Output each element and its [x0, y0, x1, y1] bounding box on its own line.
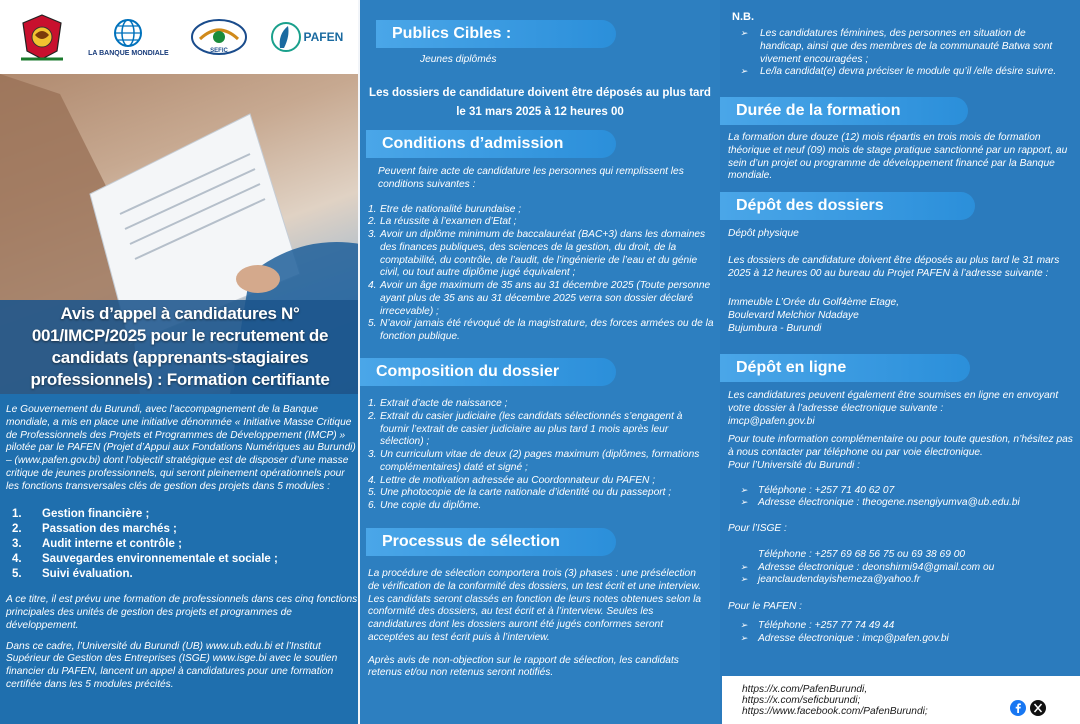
module-item: 2. Passation des marchés ;	[12, 523, 177, 536]
arrow-bullet-icon: ➢	[740, 484, 748, 495]
condition-item: 3. Avoir un diplôme minimum de baccalauréat (BAC+3) dans les domaines des finances publiques, des sciences de la gestion, du droit, de la comptabilité, du contrôle, de l’audit, de l’ingénierie de l’eau et du génie civil, ou tout autre diplôme jugé équivalent ;	[368, 229, 706, 279]
duree-text: La formation dure douze (12) mois répartis en trois mois de formation théorique et neuf (09) mois de stage pratique sanctionné par un rapport, au sein d’un projet ou programme de développement financé par la Banque mondiale.	[728, 132, 1068, 182]
contact-item: ➢ Téléphone : +257 71 40 62 07	[740, 484, 895, 496]
composition-heading: Composition du dossier	[360, 358, 616, 386]
ub-contacts	[740, 485, 1074, 511]
duree-heading: Durée de la formation	[720, 97, 968, 125]
composition-item: 4. Lettre de motivation adressée au Coordonnateur du PAFEN ;	[368, 474, 656, 486]
pafen-emblem-icon	[270, 18, 302, 56]
sefic-emblem-icon	[190, 17, 248, 57]
composition-item: 5. Une photocopie de la carte nationale d’identité ou du passeport ;	[368, 487, 672, 499]
contact-item: ➢ Adresse électronique : deonshirmi94@gmail.com ou	[740, 561, 995, 573]
composition-item: 1. Extrait d’acte de naissance ;	[368, 398, 508, 409]
isge-label: Pour l’ISGE :	[728, 523, 787, 534]
contact-item: ➢ Adresse électronique : theogene.nsengiyumva@ub.edu.bi	[740, 497, 1020, 509]
x-icon[interactable]	[1030, 700, 1046, 716]
address-line: Boulevard Melchior Ndadaye	[728, 310, 859, 321]
composition-item: 6. Une copie du diplôme.	[368, 500, 482, 511]
arrow-bullet-icon: ➢	[740, 632, 748, 643]
ub-label: Pour l’Université du Burundi :	[728, 459, 860, 471]
left-column	[0, 0, 360, 724]
module-item: 1. Gestion financière ;	[12, 508, 150, 521]
depot-sub: Dépôt physique	[728, 228, 799, 239]
world-bank-logo	[88, 18, 169, 57]
conditions-list	[368, 204, 714, 344]
submission-email[interactable]: imcp@pafen.gov.bi	[728, 415, 815, 427]
deadline-notice: Les dossiers de candidature doivent être déposés au plus tard le 31 mars 2025 à 12 heures 00	[369, 87, 711, 118]
address-line: Immeuble L’Orée du Golf4ème Etage,	[728, 297, 900, 309]
publics-item: Jeunes diplômés	[420, 54, 497, 65]
social-links-bar	[722, 676, 1080, 724]
arrow-bullet-icon: ➢	[740, 66, 748, 77]
sefic-logo	[190, 17, 248, 57]
condition-item: 5. N’avoir jamais été révoqué de la magistrature, des forces armées ou de la fonction publique.	[368, 318, 714, 342]
globe-icon	[113, 18, 143, 48]
nb-heading: N.B.	[732, 11, 754, 23]
contact-item: ➢ jeanclaudendayishemeza@yahoo.fr	[740, 574, 921, 586]
social-link-facebook[interactable]: https://www.facebook.com/PafenBurundi;	[742, 706, 928, 717]
composition-list	[368, 398, 714, 513]
module-item: 3. Audit interne et contrôle ;	[12, 538, 182, 551]
arrow-bullet-icon: ➢	[740, 28, 748, 38]
nb-list	[740, 28, 1060, 79]
intro-paragraph: Le Gouvernement du Burundi, avec l’accompagnement de la Banque mondiale, a mis en place une initiative dénommée « Initiative Masse Critique de Professionnels des Projets et Programmes de Développement (IMCP) » pilotée par le PAFEN (Projet d’Appui aux Fondations Numériques au Burundi) – (www.pafen.gov.bi) dont l’objectif stratégique est de disposer d’une masse critique de jeunes professionnels, qui seront pleinement opérationnels pour les fonctions transversales clés de gestion des projets dans 5 modules :	[6, 404, 356, 492]
selection-heading: Processus de sélection	[366, 528, 616, 556]
pafen-label: PAFEN	[303, 30, 344, 44]
nb-item: ➢ Le/la candidat(e) devra préciser le module qu’il /elle désire suivre.	[740, 66, 1057, 78]
middle-column	[360, 0, 720, 724]
burundi-emblem-logo	[17, 11, 67, 63]
pafen-contacts	[740, 620, 1074, 646]
isge-phone: Téléphone : +257 69 68 56 75 ou 69 38 69 00	[758, 548, 966, 560]
page-title: Avis d’appel à candidatures N° 001/IMCP/2025 pour le recrutement de candidats (apprenants-stagiaires professionnels) : Formation certifiante	[30, 303, 330, 390]
arrow-bullet-icon: ➢	[740, 561, 748, 572]
arrow-bullet-icon: ➢	[740, 497, 748, 508]
address-line: Bujumbura - Burundi	[728, 322, 822, 334]
condition-item: 2. La réussite à l’examen d’Etat ;	[368, 216, 517, 228]
condition-item: 4. Avoir un âge maximum de 35 ans au 31 décembre 2025 (Toute personne ayant plus de 35 ans au 31 décembre 2025 verra son dossier déclaré irrecevable) ;	[368, 280, 711, 317]
selection-paragraph: La procédure de sélection comportera trois (3) phases : une présélection de vérification de la conformité des dossiers, un test écrit et une interview. Les candidats seront classés en fonction de leurs notes obtenues selon la conformité des dossiers, au test écrit et à l’interview. Seules les candidatures dont les dossiers auront été jugés conformes seront acceptées au test écrit puis à l’interview.	[368, 568, 702, 643]
logo-bar	[0, 0, 360, 74]
right-column	[720, 0, 1080, 724]
composition-item: 2. Extrait du casier judiciaire (les candidats sélectionnés s’engagent à fournir l’extrait de casier judiciaire au plus tard 1 mois après leur sélection) ;	[368, 410, 683, 448]
module-item: 5. Suivi évaluation.	[12, 568, 133, 581]
contact-item: ➢ Téléphone : +257 77 74 49 44	[740, 619, 895, 631]
pafen-contact-label: Pour le PAFEN :	[728, 601, 802, 612]
modules-list	[12, 507, 358, 582]
world-bank-label: LA BANQUE MONDIALE	[88, 49, 169, 57]
training-paragraph: A ce titre, il est prévu une formation de professionnels dans ces cinq fonctions principales des unités de gestion des projets et programmes de développement.	[6, 594, 358, 631]
conditions-heading: Conditions d’admission	[366, 130, 616, 158]
social-link-x-pafen[interactable]: https://x.com/PafenBurundi,	[742, 684, 868, 695]
emblem-icon	[17, 11, 67, 63]
headline-banner	[0, 300, 360, 394]
enligne-heading: Dépôt en ligne	[720, 354, 970, 382]
pafen-logo	[270, 18, 344, 56]
contact-info: Pour toute information complémentaire ou pour toute question, n’hésitez pas à nous contacter par téléphone ou par voie électronique.	[728, 434, 1073, 458]
module-item: 4. Sauvegardes environnementale et sociale ;	[12, 553, 278, 566]
launch-paragraph: Dans ce cadre, l’Université du Burundi (UB) www.ub.edu.bi et l’Institut Supérieur de Gestion des Entreprises (ISGE) www.isge.bi avec le soutien financier du PAFEN, lancent un appel à candidatures pour une formation certifiée dans les 5 modules précités.	[6, 640, 338, 690]
selection-notification: Après avis de non-objection sur le rapport de sélection, les candidats retenus et/ou non retenus seront notifiés.	[368, 654, 679, 679]
svg-text:SEFIC: SEFIC	[210, 48, 228, 54]
depot-text: Les dossiers de candidature doivent être déposés au plus tard le 31 mars 2025 à 12 heures 00 au bureau du Projet PAFEN à l’adresse suivante :	[728, 254, 1060, 279]
arrow-bullet-icon: ➢	[740, 619, 748, 630]
publics-cibles-heading: Publics Cibles :	[376, 20, 616, 48]
facebook-icon[interactable]	[1010, 700, 1026, 716]
composition-item: 3. Un curriculum vitae de deux (2) pages maximum (diplômes, formations complémentaires) daté et signé ;	[368, 449, 700, 473]
nb-item: ➢ Les candidatures féminines, des personnes en situation de handicap, ainsi que des membres de la communauté Batwa sont vivement encouragées ;	[740, 28, 1053, 65]
arrow-bullet-icon: ➢	[740, 574, 748, 585]
conditions-intro: Peuvent faire acte de candidature les personnes qui remplissent les conditions suivantes :	[378, 166, 684, 190]
contact-item: ➢ Adresse électronique : imcp@pafen.gov.bi	[740, 632, 949, 644]
isge-contacts	[740, 562, 1074, 588]
social-link-x-sefic[interactable]: https://x.com/seficburundi;	[742, 695, 861, 706]
condition-item: 1. Etre de nationalité burundaise ;	[368, 203, 522, 215]
enligne-text: Les candidatures peuvent également être soumises en ligne en envoyant votre dossier à l’adresse électronique suivante :	[728, 390, 1059, 414]
depot-heading: Dépôt des dossiers	[720, 192, 975, 220]
